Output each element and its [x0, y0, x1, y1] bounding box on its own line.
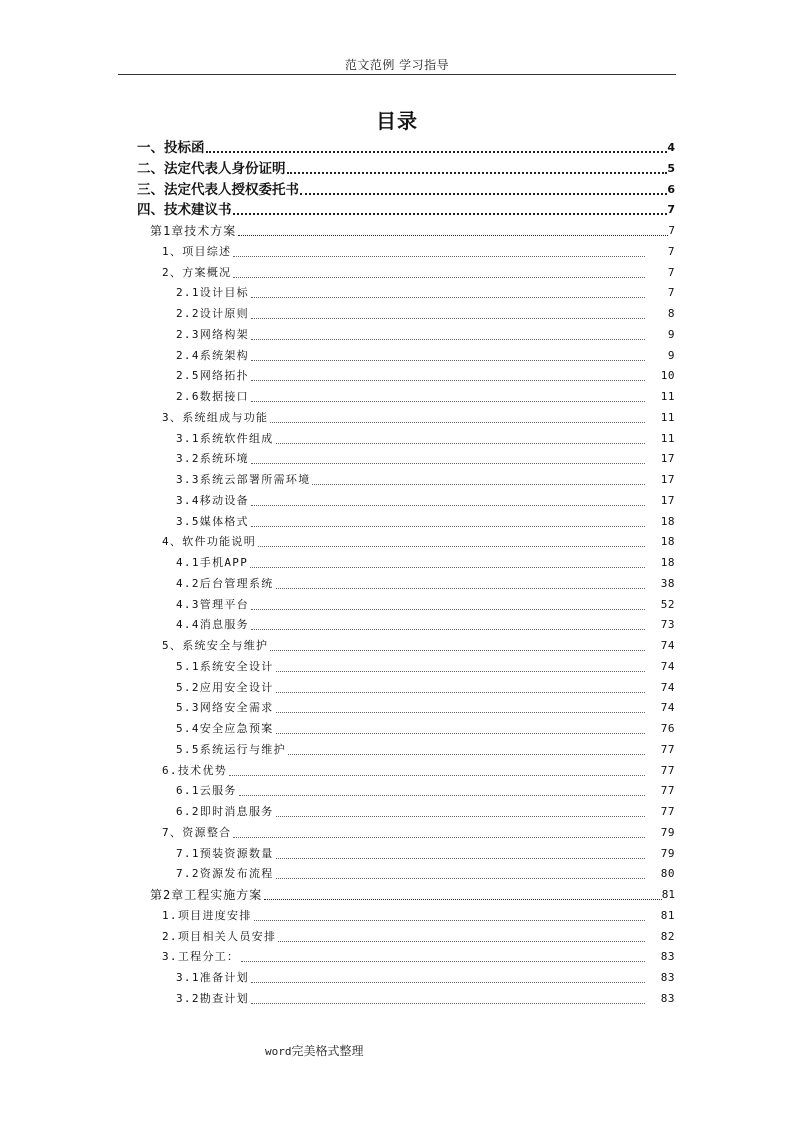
toc-entry-label: 4.1手机APP — [176, 556, 249, 569]
toc-entry-label: 3.3系统云部署所需环境 — [176, 473, 311, 486]
toc-leader-dots — [251, 296, 645, 298]
toc-entry-page: 17 — [660, 473, 675, 486]
toc-entry[interactable] — [162, 823, 675, 843]
footer-label: 完美格式整理 — [291, 1044, 364, 1058]
toc-leader-dots — [251, 400, 645, 402]
toc-entry-label: 6.1云服务 — [176, 784, 237, 798]
toc-leader-dots — [251, 379, 645, 381]
toc-entry-page: 11 — [660, 410, 675, 424]
toc-entry-page: 18 — [660, 556, 675, 569]
toc-leader-dots — [258, 545, 645, 547]
toc-entry-label: 2.4系统架构 — [176, 348, 249, 362]
toc-entry-page: 17 — [660, 452, 675, 466]
toc-entry-page: 81 — [661, 888, 675, 901]
toc-entry-label: 一、投标函 — [137, 140, 205, 156]
toc-entry[interactable] — [162, 927, 675, 947]
toc-entry-page: 77 — [660, 742, 675, 756]
toc-entry-label: 5.3网络安全需求 — [176, 701, 274, 715]
toc-entry-page: 6 — [667, 182, 675, 196]
toc-entry-page: 11 — [660, 431, 675, 445]
toc-entry[interactable] — [162, 947, 675, 967]
toc-entry-label: 5.2应用安全设计 — [176, 680, 274, 694]
toc-entry-page: 76 — [660, 722, 675, 735]
toc-entry[interactable] — [176, 844, 675, 864]
toc-entry-page: 18 — [660, 535, 675, 549]
toc-entry-label: 3.5媒体格式 — [176, 514, 249, 528]
toc-leader-dots — [251, 338, 645, 340]
toc-entry-page: 5 — [667, 161, 675, 175]
toc-leader-dots — [251, 981, 645, 983]
toc-entry-page: 79 — [660, 825, 675, 839]
toc-entry[interactable] — [176, 802, 675, 822]
toc-leader-dots — [238, 234, 668, 236]
toc-entry-page: 74 — [660, 639, 675, 652]
toc-entry-label: 四、技术建议书 — [137, 202, 232, 219]
toc-entry-label: 3.1准备计划 — [176, 971, 249, 984]
toc-entry[interactable] — [176, 366, 675, 386]
toc-entry-page: 77 — [660, 784, 675, 798]
toc-entry[interactable] — [176, 512, 675, 532]
toc-entry[interactable] — [176, 574, 675, 594]
toc-entry-page: 52 — [660, 597, 675, 611]
toc-entry-label: 3.4移动设备 — [176, 493, 249, 507]
toc-entry-label: 2、方案概况 — [162, 265, 232, 279]
toc-entry-label: 三、法定代表人授权委托书 — [137, 181, 299, 198]
toc-entry-page: 7 — [667, 244, 675, 258]
toc-leader-dots — [276, 815, 645, 817]
toc-entry[interactable] — [176, 740, 675, 760]
toc-entry[interactable] — [150, 885, 675, 905]
toc-leader-dots — [251, 359, 645, 361]
toc-leader-dots — [251, 1002, 645, 1004]
toc-entry-page: 77 — [660, 805, 675, 818]
toc-entry-page: 83 — [660, 971, 675, 984]
toc-entry[interactable] — [150, 221, 675, 241]
toc-leader-dots — [270, 649, 645, 651]
toc-leader-dots — [254, 919, 645, 921]
toc-entry-label: 4、软件功能说明 — [162, 535, 257, 549]
toc-entry-page: 83 — [660, 950, 675, 964]
toc-leader-dots — [251, 628, 645, 630]
toc-entry-label: 7、资源整合 — [162, 825, 232, 839]
toc-entry-label: 5、系统安全与维护 — [162, 639, 269, 652]
toc-leader-dots — [251, 504, 645, 506]
toc-entry[interactable] — [137, 200, 675, 220]
toc-entry[interactable] — [176, 491, 675, 511]
toc-leader-dots — [276, 442, 645, 444]
toc-entry-page: 7 — [667, 265, 675, 279]
toc-entry-page: 81 — [660, 908, 675, 922]
toc-entry[interactable] — [162, 242, 675, 262]
toc-entry-page: 82 — [660, 929, 675, 943]
toc-leader-dots — [276, 670, 645, 672]
toc-entry-label: 1、项目综述 — [162, 244, 232, 258]
toc-leader-dots — [300, 192, 667, 195]
toc-entry-label: 6.2即时消息服务 — [176, 805, 274, 818]
toc-leader-dots — [276, 691, 645, 693]
toc-leader-dots — [276, 877, 645, 879]
toc-entry-page: 38 — [660, 576, 675, 590]
toc-entry[interactable] — [176, 325, 675, 345]
toc-entry-page: 18 — [660, 514, 675, 528]
toc-entry[interactable] — [176, 719, 675, 739]
toc-entry-page: 17 — [660, 493, 675, 507]
toc-entry-page: 80 — [660, 867, 675, 881]
toc-entry[interactable] — [162, 263, 675, 283]
page-footer — [265, 1042, 364, 1059]
toc-entry[interactable] — [176, 678, 675, 698]
toc-entry-page: 9 — [667, 348, 675, 362]
toc-entry[interactable] — [162, 532, 675, 552]
toc-entry-page: 77 — [660, 763, 675, 777]
toc-entry-label: 1.项目进度安排 — [162, 908, 252, 922]
toc-entry-label: 4.4消息服务 — [176, 618, 249, 632]
toc-entry-page: 9 — [667, 327, 675, 341]
toc-entry-page: 7 — [667, 203, 675, 217]
toc-entry[interactable] — [162, 906, 675, 926]
toc-entry-page: 11 — [660, 390, 675, 403]
toc-entry[interactable] — [176, 968, 675, 988]
toc-leader-dots — [264, 898, 662, 900]
toc-entry-page: 4 — [667, 141, 675, 154]
toc-entry-label: 5.5系统运行与维护 — [176, 742, 286, 756]
toc-entry-label: 7.2资源发布流程 — [176, 867, 274, 881]
toc-entry-label: 第1章技术方案 — [150, 224, 237, 238]
toc-entry[interactable] — [162, 636, 675, 656]
toc-entry[interactable] — [176, 553, 675, 573]
toc-entry-label: 3.工程分工： — [162, 950, 240, 964]
toc-entry-label: 4.2后台管理系统 — [176, 576, 274, 590]
toc-entry-label: 6.技术优势 — [162, 763, 228, 777]
toc-leader-dots — [233, 836, 645, 838]
toc-leader-dots — [251, 462, 645, 464]
toc-entry[interactable] — [176, 387, 675, 407]
toc-entry-label: 2.5网络拓扑 — [176, 369, 249, 383]
toc-leader-dots — [233, 212, 668, 215]
toc-entry-label: 3、系统组成与功能 — [162, 410, 269, 424]
toc-entry-label: 2.1设计目标 — [176, 286, 249, 300]
toc-entry-label: 3.1系统软件组成 — [176, 431, 274, 445]
toc-entry-label: 5.1系统安全设计 — [176, 659, 274, 673]
toc-entry-page: 79 — [660, 846, 675, 860]
toc-entry[interactable] — [176, 615, 675, 635]
toc-entry[interactable] — [176, 781, 675, 801]
toc-entry-page: 7 — [668, 224, 675, 237]
toc-leader-dots — [276, 587, 645, 589]
toc-leader-dots — [287, 171, 668, 174]
toc-leader-dots — [206, 150, 668, 153]
toc-entry[interactable] — [176, 429, 675, 449]
toc-entry-label: 4.3管理平台 — [176, 597, 249, 611]
toc-leader-dots — [250, 566, 645, 568]
toc-entry-label: 二、法定代表人身份证明 — [137, 160, 286, 177]
toc-entry[interactable] — [176, 304, 675, 324]
toc-entry[interactable] — [176, 346, 675, 366]
toc-entry[interactable] — [162, 408, 675, 428]
toc-entry-page: 8 — [667, 307, 675, 320]
toc-entry-page: 74 — [660, 701, 675, 715]
toc-entry-page: 74 — [660, 659, 675, 673]
toc-entry-page: 7 — [667, 286, 675, 300]
toc-entry[interactable] — [176, 283, 675, 303]
footer-prefix: word — [265, 1045, 292, 1058]
toc-leader-dots — [276, 732, 645, 734]
toc-leader-dots — [233, 255, 645, 257]
toc-entry[interactable] — [176, 595, 675, 615]
toc-title: 目录 — [376, 109, 418, 133]
toc-leader-dots — [312, 483, 645, 485]
toc-leader-dots — [270, 421, 645, 423]
toc-leader-dots — [276, 711, 645, 713]
toc-entry[interactable] — [176, 989, 675, 1009]
toc-entry-page: 73 — [660, 618, 675, 632]
toc-leader-dots — [239, 794, 645, 796]
toc-entry-label: 2.6数据接口 — [176, 390, 249, 403]
toc-leader-dots — [251, 317, 645, 319]
toc-entry[interactable] — [176, 470, 675, 490]
toc-entry-label: 第2章工程实施方案 — [150, 888, 263, 902]
toc-entry[interactable] — [176, 698, 675, 718]
toc-entry[interactable] — [176, 449, 675, 469]
toc-leader-dots — [233, 276, 645, 278]
page-header: 范文范例 学习指导 — [344, 58, 450, 72]
toc-entry-label: 7.1预装资源数量 — [176, 846, 274, 860]
toc-entry-label: 3.2勘查计划 — [176, 991, 249, 1005]
toc-leader-dots — [276, 857, 645, 859]
toc-entry-label: 2.2设计原则 — [176, 307, 249, 320]
toc-leader-dots — [229, 774, 645, 776]
toc-entry-page: 10 — [660, 369, 675, 383]
toc-entry-label: 2.3网络构架 — [176, 327, 249, 341]
toc-entry-label: 2.项目相关人员安排 — [162, 929, 277, 943]
toc-entry[interactable] — [137, 180, 675, 200]
toc-entry-page: 83 — [660, 991, 675, 1005]
toc-leader-dots — [278, 940, 645, 942]
toc-entry[interactable] — [162, 761, 675, 781]
toc-entry[interactable] — [176, 657, 675, 677]
toc-entry-label: 3.2系统环境 — [176, 452, 249, 466]
toc-leader-dots — [251, 525, 645, 527]
toc-entry[interactable] — [137, 138, 675, 158]
toc-leader-dots — [251, 608, 645, 610]
toc-entry[interactable] — [137, 159, 675, 179]
toc-entry-page: 74 — [660, 680, 675, 694]
toc-entry-label: 5.4安全应急预案 — [176, 722, 274, 735]
toc-leader-dots — [288, 753, 645, 755]
toc-entry[interactable] — [176, 864, 675, 884]
toc-leader-dots — [241, 960, 645, 962]
